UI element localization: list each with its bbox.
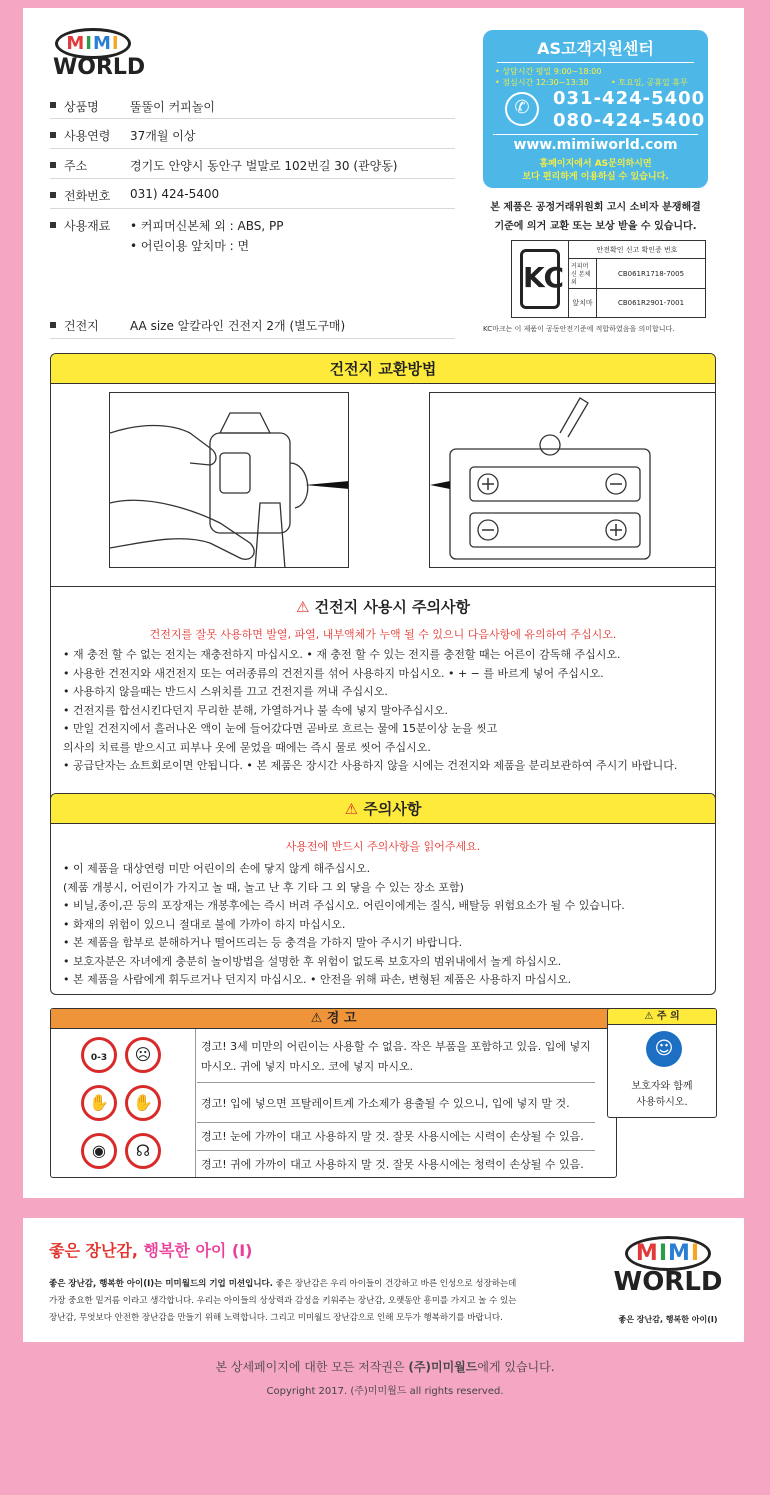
battery-caution-line: 의사의 치료를 받으시고 피부나 옷에 묻었을 때에는 즉시 물로 씻어 주십시오.: [63, 740, 431, 754]
battery-caution-line: • 사용하지 않을때는 반드시 스위치를 끄고 건전지를 꺼내 주십시오.: [63, 685, 388, 698]
warning-title-text: 경 고: [326, 1011, 357, 1026]
warning-triangle-icon: ⚠: [644, 1011, 654, 1022]
caution-line: • 보호자분은 자녀에게 충분히 놀이방법을 설명한 후 위험이 없도록 보호자의 범위내에서 놀게 하십시오.: [63, 954, 562, 968]
battery-caution-list: [63, 646, 677, 776]
caution-panel: [50, 793, 716, 995]
age-label: 0-3: [90, 1053, 108, 1063]
copyright-company: (주)미미월드: [408, 1360, 478, 1374]
as-hours-3: • 토요일, 공휴일 휴무: [611, 78, 688, 87]
mission-text: [49, 1276, 609, 1327]
warning-triangle-icon: ⚠: [310, 1011, 323, 1026]
battery-compartment-drawing: [430, 393, 716, 568]
no-mouth-chemical-icon: ✋: [81, 1085, 117, 1121]
caution-warning: 사용전에 반드시 주의사항을 읽어주세요.: [285, 840, 481, 853]
kc-r2-label: 앞치마: [568, 289, 596, 317]
caution-title: [51, 794, 715, 824]
battery-caution-line: • 만일 건전지에서 흘러나온 액이 눈에 들어갔다면 곧바로 흐르는 물에 15분이상 눈을 씻고: [63, 722, 498, 735]
spec-value: 뚤뚤이 커피놀이: [130, 100, 215, 114]
caution-small-line: 사용하시오.: [636, 1097, 688, 1108]
spec-label: 주소: [64, 159, 88, 173]
copyright-notice: [0, 1358, 770, 1375]
compensation-line: 본 제품은 공정거래위원회 고시 소비자 분쟁해결: [490, 202, 701, 213]
spec-label: 사용재료: [64, 219, 111, 233]
battery-exchange-title: 건전지 교환방법: [51, 354, 715, 384]
phone-icon: ✆: [505, 92, 539, 126]
copyright-line: Copyright 2017. (주)미미월드 all rights reserved.: [266, 1386, 504, 1397]
warning-panel: [50, 1008, 617, 1178]
mission-card: [23, 1218, 744, 1342]
warning-row: 경고! 귀에 가까이 대고 사용하지 말 것. 잘못 사용시에는 청력이 손상될 수 있음.: [201, 1158, 584, 1171]
no-small-parts-icon: ✋: [125, 1085, 161, 1121]
spec-label: 사용연령: [64, 129, 111, 143]
copyright-part: 에게 있습니다.: [477, 1360, 555, 1374]
kc-r1-label: 커피머신 본체 외: [568, 259, 596, 289]
caution-line: • 이 제품을 대상연령 미만 어린이의 손에 닿지 않게 해주십시오.: [63, 862, 371, 875]
no-eye-icon: ◉: [81, 1133, 117, 1169]
warning-row: 경고! 눈에 가까이 대고 사용하지 말 것. 잘못 사용시에는 시력이 손상될 수 있음.: [197, 1123, 595, 1151]
mission-line: 장난감, 무엇보다 안전한 장난감을 만들기 위해 노력합니다. 그리고 미미월드 장난감으로 인해 모두가 행복하기를 바랍니다.: [49, 1313, 503, 1323]
spec-row: [50, 209, 455, 309]
kc-note: KC마크는 이 제품이 공동안전기준에 적합하였음을 의미합니다.: [483, 325, 675, 333]
battery-caution-line: • 공급단자는 쇼트회로이면 안됩니다. • 본 제품은 장시간 사용하지 않을 시에는 건전지와 제품을 분리보관하여 주시기 바랍니다.: [63, 759, 678, 772]
caution-title-text: 주의사항: [363, 800, 422, 818]
as-phone-1: 031-424-5400: [553, 88, 706, 109]
caution-line: • 본 제품을 사람에게 휘두르거나 던지지 마십시오. • 안전을 위해 파손, 변형된 제품은 사용하지 마십시오.: [63, 973, 572, 986]
warning-triangle-icon: ⚠: [295, 598, 310, 616]
spec-value: 37개월 이상: [130, 129, 196, 143]
warning-triangle-icon: ⚠: [344, 800, 359, 818]
spec-value: 031) 424-5400: [130, 187, 220, 201]
spec-row: [50, 92, 455, 119]
mission-lead: 좋은 장난감, 행복한 아이(I)는 미미월드의 기업 미션입니다.: [49, 1279, 274, 1289]
caution-line: (제품 개봉시, 어린이가 가지고 놀 때, 놀고 난 후 기타 그 외 닿을 수 있는 장소 포함): [63, 880, 464, 894]
spec-row: [50, 119, 455, 149]
as-hours-2: • 점심시간 12:30~13:30: [495, 78, 589, 87]
warning-row: 경고! 입에 넣으면 프탈레이트계 가소제가 용출될 수 있으니, 입에 넣지 말 것.: [197, 1089, 595, 1123]
guardian-icon: ☺: [646, 1031, 682, 1067]
under-3-prohibited-icon: [81, 1037, 117, 1073]
caution-line: • 화재의 위험이 있으니 절대로 불에 가까이 하지 마십시오.: [63, 917, 346, 931]
spec-row: [50, 179, 455, 209]
slogan-part: 행복한 아이 (I): [143, 1241, 253, 1260]
product-info-card: [23, 8, 744, 1198]
as-website[interactable]: www.mimiworld.com: [513, 137, 678, 153]
battery-caution-line: • 건전지를 합선시킨다던지 무리한 분해, 가열하거나 불 속에 넣지 말아주십시오.: [63, 703, 448, 717]
compensation-note: [473, 198, 718, 236]
spec-label: 전화번호: [64, 189, 111, 203]
spec-row: [50, 309, 455, 339]
no-mouth-icon: ☹: [125, 1037, 161, 1073]
spec-row: [50, 149, 455, 179]
spec-value: • 커피머신본체 외 : ABS, PP: [130, 219, 284, 233]
battery-caution-warning: 건전지를 잘못 사용하면 발열, 파열, 내부액체가 누액 될 수 있으니 다음사항에 유의하여 주십시오.: [149, 628, 617, 641]
caution-small-panel: [607, 1008, 717, 1118]
mission-line: 가장 중요한 밑거름 이라고 생각합니다. 우리는 아이들의 상상력과 감성을 키워주는 장난감, 오랫동안 흥미를 가지고 놀 수 있는: [49, 1296, 517, 1306]
logo-caption: 좋은 장난감, 행복한 아이(I): [618, 1315, 718, 1324]
caution-list: [63, 860, 625, 990]
slogan-part: 좋은 장난감,: [49, 1241, 144, 1260]
warning-text: 경고! 3세 미만의 어린이는 사용할 수 없음. 작은 부품을 포함하고 있음. 입에 넣지: [201, 1040, 591, 1053]
battery-panel: [50, 353, 716, 809]
caution-line: • 비닐,종이,끈 등의 포장재는 개봉후에는 즉시 버려 주십시오. 어린이에게는 질식, 배탈등 위험요소가 될 수 있습니다.: [63, 899, 625, 912]
hand-coffee-machine-drawing: [110, 393, 349, 568]
caution-line: • 본 제품을 함부로 분해하거나 떨어뜨리는 등 충격을 가하지 말아 주시기 바랍니다.: [63, 936, 463, 949]
battery-caution-line: • 재 충전 할 수 없는 전지는 재충전하지 마십시오. • 재 충전 할 수 있는 전지를 충전할 때는 어른이 감독해 주십시오.: [63, 648, 621, 661]
spec-label: 상품명: [64, 100, 99, 114]
battery-cover-illustration: [109, 392, 349, 568]
caution-small-title-text: 주 의: [656, 1011, 680, 1022]
as-phone-2: 080-424-5400: [553, 110, 706, 131]
caution-small-title: [608, 1009, 716, 1025]
spec-label: 건전지: [64, 319, 99, 333]
copyright-part: 본 상세페이지에 대한 모든 저작권은: [215, 1360, 409, 1374]
battery-caution-line: • 사용한 건전지와 새건전지 또는 여러종류의 건전지를 섞어 사용하지 마십시오. • + − 를 바르게 넣어 주십시오.: [63, 666, 604, 680]
warning-title: [51, 1009, 616, 1029]
warning-row: [197, 1033, 595, 1083]
kc-r2-value: CB061R2901-7001: [596, 289, 705, 317]
warning-text: 마시오. 귀에 넣지 마시오. 코에 넣지 마시오.: [201, 1060, 414, 1073]
battery-compartment-illustration: [429, 392, 716, 568]
mission-slogan: [49, 1238, 253, 1261]
mimi-world-logo-footer: MIMI WORLD: [613, 1236, 723, 1297]
caution-small-line: 보호자와 함께: [631, 1081, 693, 1092]
as-center-box: [483, 30, 708, 188]
as-hours-1: • 상담시간 평일 9:00~18:00: [495, 67, 602, 76]
compensation-line: 기준에 의거 교환 또는 보상 받을 수 있습니다.: [494, 221, 697, 232]
kc-header: 안전확인 신고 확인증 번호: [568, 241, 705, 259]
no-ear-icon: ☊: [125, 1133, 161, 1169]
battery-caution-title-text: 건전지 사용시 주의사항: [314, 598, 471, 616]
spec-value: AA size 알칼라인 건전지 2개 (별도구매): [130, 319, 346, 333]
as-center-title: AS고객지원센터: [537, 39, 654, 58]
kc-mark-icon: KC: [520, 249, 560, 309]
kc-r1-value: CB061R1718-7005: [596, 259, 705, 289]
as-web-note-2: 보다 편리하게 이용하실 수 있습니다.: [522, 172, 669, 182]
spec-value: 경기도 안양시 동안구 벌말로 102번길 30 (관양동): [130, 159, 398, 173]
mimi-world-logo: MIMI WORLD: [53, 28, 133, 80]
as-web-note-1: 홈페이지에서 AS문의하시면: [539, 159, 652, 169]
spec-value-2: • 어린이용 앞치마 : 면: [130, 239, 250, 253]
mission-line: 좋은 장난감은 우리 아이들이 건강하고 바른 인성으로 성장하는데: [275, 1279, 517, 1289]
battery-caution-title: [51, 596, 715, 617]
kc-cert-box: [511, 240, 706, 318]
